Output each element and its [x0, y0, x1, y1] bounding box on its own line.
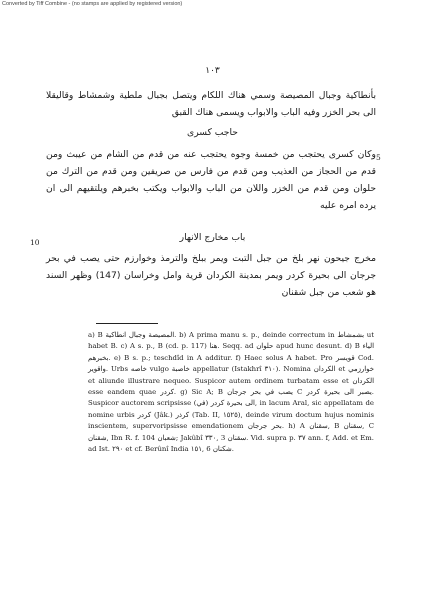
footnote-text: a) B المصيصة وجبال انطاكية. b) A prima manu s. p., deinde correctum in بشمشاط ut habet B. c) A s. p., B (cd. p. 117) هنا. Seqq. ad حلوان apud hunc desunt. d) B الياء بخبرهم. e) B s. p.; teschdîd in A additur. f) Haec solus A habet. Pro قويسر Cod. واقوير. Urbs خاصه vulgo خاصبة appellatur (Istakhrî ٣١٠). Nomina الكردان et خوارزمي et aliunde illustrare nequeo. Suspicor autem ordinem turbatam esse et الكردان esse eandem quae كردر. g) Sic A; B يصب في بحر جرجان C يصبر الى بحيرة كردر. Suspicor auctorem scripsisse (في) الى بحيرة كردر, in lacum Aral, sic appellatam de nomine urbis كردر (Jâk.) كرذر (Tab. II, ١٥٢٥), deinde virum doctum hujus nominis inscientem, supervoripsisse emendationem بحر جرجان. h) A سقنان, B سقنان, C شقنان, Ibn R. f. 104 شعبان; Jakûbî ٣٣٠, 3 سقنان. Vid. supra p. ٣٧ ann. f, Add. et Em. ad Ist. ٢٩٠ et cf. Berûnî India ١٥١, 6 شكنان. — [88, 331, 375, 454]
arabic-paragraph-3: مخرج جيحون نهر بلخ من جبل التبت ويمر ببلخ والترمذ وخوارزم حتى يصب في بحر جرجان الى بحيرة كردر ويمر بمدينة الكردان قرية وامل وخراسان (147) وظهر السند هو شعب من جبل شقنان — [46, 253, 376, 298]
arabic-paragraph-2: وكان كسرى يحتجب من خمسة وجوه يحتجب عنه من قدم من الشام من عيبث ومن قدم من الحجاز من العذيب ومن قدم من فارس من صريفين ومن قدم من الترك من حلوان ومن قدم من الخزر واللان من الباب والابواب ويكتب بخبرهم ويلتقيهم الى ان يرده امره عليه — [46, 149, 376, 211]
line-marker-5: 5 — [376, 153, 381, 162]
scan-banner: Converted by Tiff Combine - (no stamps are applied by registered version) — [2, 1, 183, 7]
line-marker-10: 10 — [30, 238, 40, 247]
footnotes — [88, 330, 374, 455]
section-heading-1: حاجب كسرى — [187, 127, 238, 138]
arabic-paragraph-1: بأنطاكية وجبال المصيصة وسمي هناك اللكام ويتصل بجبال ملطية وشمشاط وقاليقلا الى بحر الخزر وفيه الباب والابواب ويسمى هناك القبق — [46, 90, 376, 118]
footnote-rule — [96, 323, 158, 324]
page-number: ١٠٣ — [205, 66, 220, 76]
section-heading-2: باب مخارج الانهار — [179, 232, 246, 243]
